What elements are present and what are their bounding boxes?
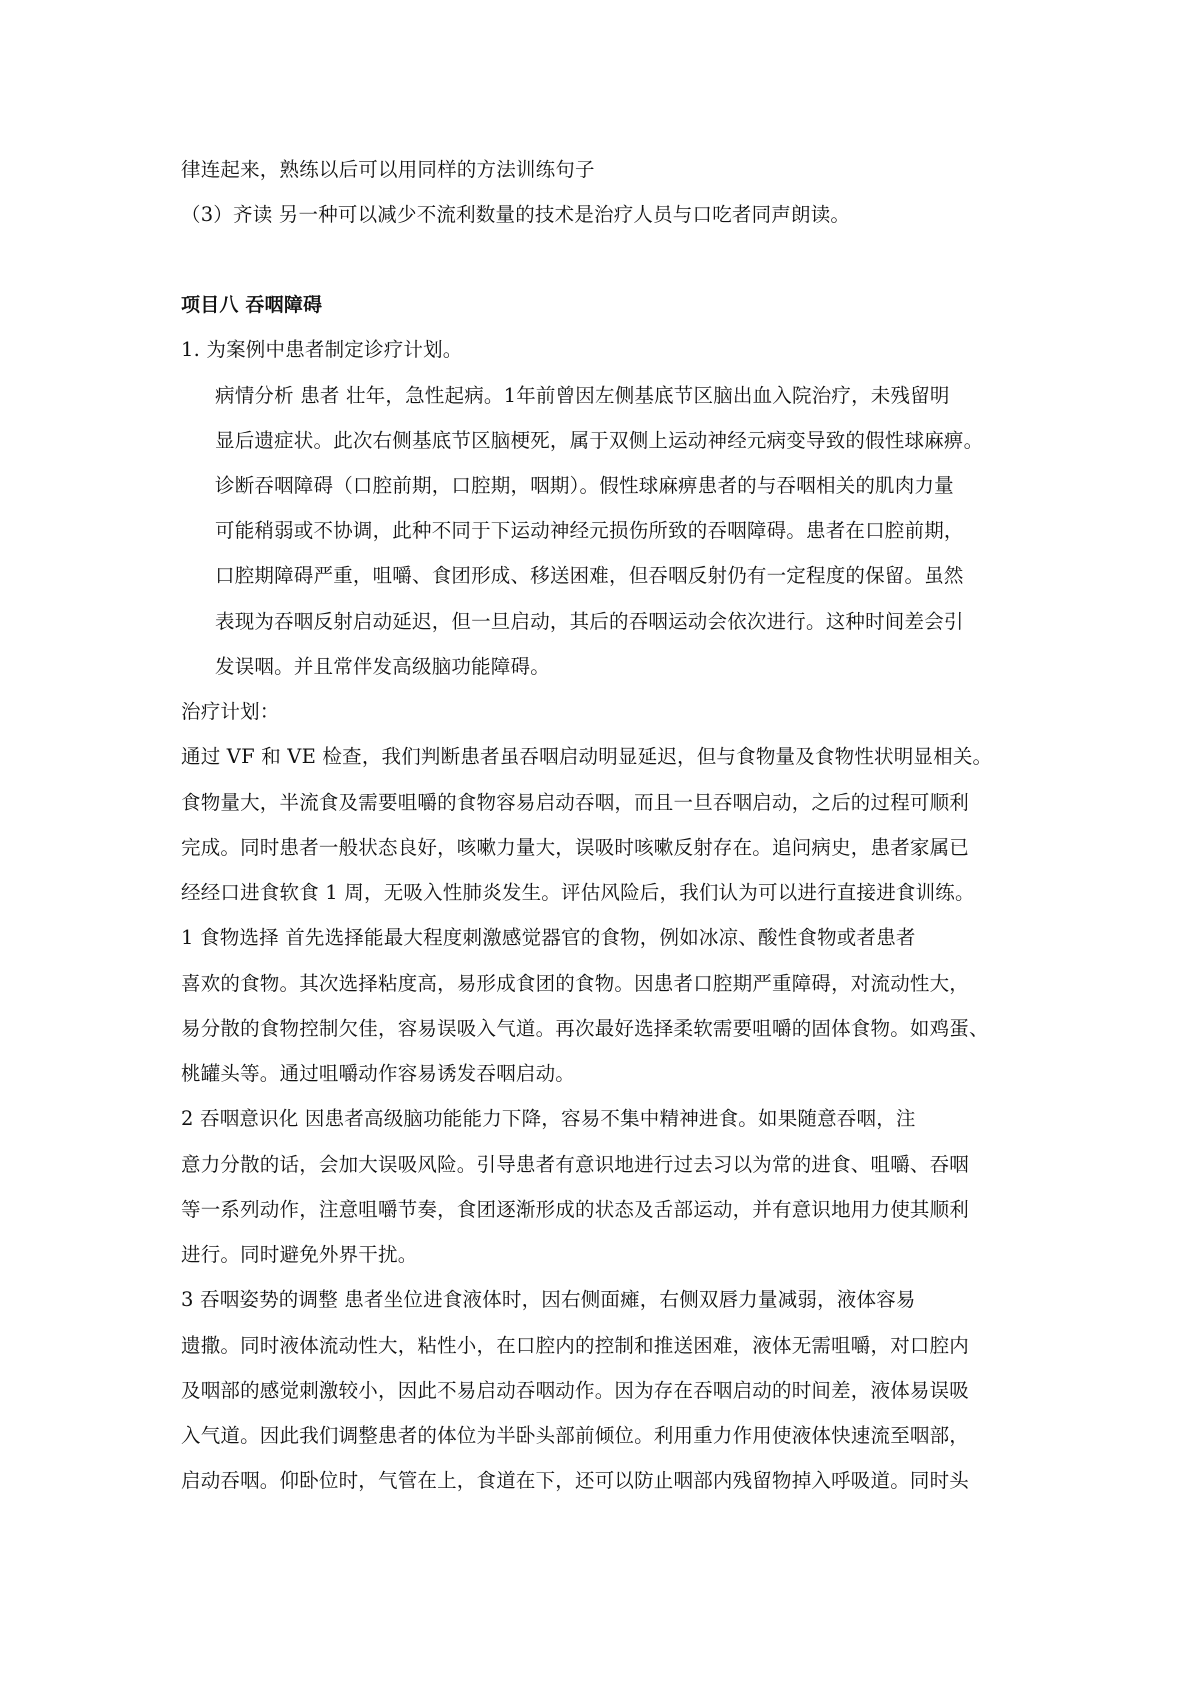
plan-line: 等一系列动作，注意咀嚼节奏，食团逐渐形成的状态及舌部运动，并有意识地用力使其顺利 <box>181 1198 970 1221</box>
plan-line: 经经口进食软食 1 周，无吸入性肺炎发生。评估风险后，我们认为可以进行直接进食训练。 <box>181 881 975 904</box>
plan-line: 完成。同时患者一般状态良好，咳嗽力量大，误吸时咳嗽反射存在。追问病史，患者家属已 <box>181 836 970 859</box>
analysis-line: 口腔期障碍严重，咀嚼、食团形成、移送困难，但吞咽反射仍有一定程度的保留。虽然 <box>215 564 964 587</box>
plan-line: 遗撒。同时液体流动性大，粘性小，在口腔内的控制和推送困难，液体无需咀嚼，对口腔内 <box>181 1334 970 1357</box>
analysis-line: 发误咽。并且常伴发高级脑功能障碍。 <box>215 655 550 678</box>
section-heading: 项目八 吞咽障碍 <box>181 294 323 316</box>
plan-line: 通过 VF 和 VE 检查，我们判断患者虽吞咽启动明显延迟，但与食物量及食物性状明显相关。 <box>181 745 993 768</box>
plan-line: 及咽部的感觉刺激较小，因此不易启动吞咽动作。因为存在吞咽启动的时间差，液体易误吸 <box>181 1379 970 1402</box>
intro-line: （3）齐读 另一种可以减少不流利数量的技术是治疗人员与口吃者同声朗读。 <box>181 203 851 226</box>
analysis-line: 病情分析 患者 壮年，急性起病。1年前曾因左侧基底节区脑出血入院治疗，未残留明 <box>215 384 950 407</box>
plan-line: 3 吞咽姿势的调整 患者坐位进食液体时，因右侧面瘫，右侧双唇力量减弱，液体容易 <box>181 1288 916 1311</box>
analysis-line: 诊断吞咽障碍（口腔前期，口腔期，咽期）。假性球麻痹患者的与吞咽相关的肌肉力量 <box>215 474 954 497</box>
plan-line: 启动吞咽。仰卧位时，气管在上，食道在下，还可以防止咽部内残留物掉入呼吸道。同时头 <box>181 1469 970 1492</box>
plan-line: 1 食物选择 首先选择能最大程度刺激感觉器官的食物，例如冰凉、酸性食物或者患者 <box>181 926 916 949</box>
plan-line: 喜欢的食物。其次选择粘度高，易形成食团的食物。因患者口腔期严重障碍，对流动性大， <box>181 972 970 995</box>
plan-line: 意力分散的话，会加大误吸风险。引导患者有意识地进行过去习以为常的进食、咀嚼、吞咽 <box>181 1153 970 1176</box>
plan-line: 入气道。因此我们调整患者的体位为半卧头部前倾位。利用重力作用使液体快速流至咽部， <box>181 1424 970 1447</box>
plan-line: 桃罐头等。通过咀嚼动作容易诱发吞咽启动。 <box>181 1062 576 1085</box>
analysis-line: 可能稍弱或不协调，此种不同于下运动神经元损伤所致的吞咽障碍。患者在口腔前期， <box>215 519 964 542</box>
intro-line: 律连起来，熟练以后可以用同样的方法训练句子 <box>181 158 595 181</box>
plan-line: 易分散的食物控制欠佳，容易误吸入气道。再次最好选择柔软需要咀嚼的固体食物。如鸡蛋、 <box>181 1017 989 1040</box>
analysis-line: 表现为吞咽反射启动延迟，但一旦启动，其后的吞咽运动会依次进行。这种时间差会引 <box>215 610 964 633</box>
plan-label: 治疗计划： <box>181 700 280 723</box>
plan-line: 2 吞咽意识化 因患者高级脑功能能力下降，容易不集中精神进食。如果随意吞咽，注 <box>181 1107 916 1130</box>
item-title: 1. 为案例中患者制定诊疗计划。 <box>181 338 463 361</box>
analysis-line: 显后遗症状。此次右侧基底节区脑梗死，属于双侧上运动神经元病变导致的假性球麻痹。 <box>215 429 984 452</box>
plan-line: 食物量大，半流食及需要咀嚼的食物容易启动吞咽，而且一旦吞咽启动，之后的过程可顺利 <box>181 791 970 814</box>
plan-line: 进行。同时避免外界干扰。 <box>181 1243 418 1266</box>
